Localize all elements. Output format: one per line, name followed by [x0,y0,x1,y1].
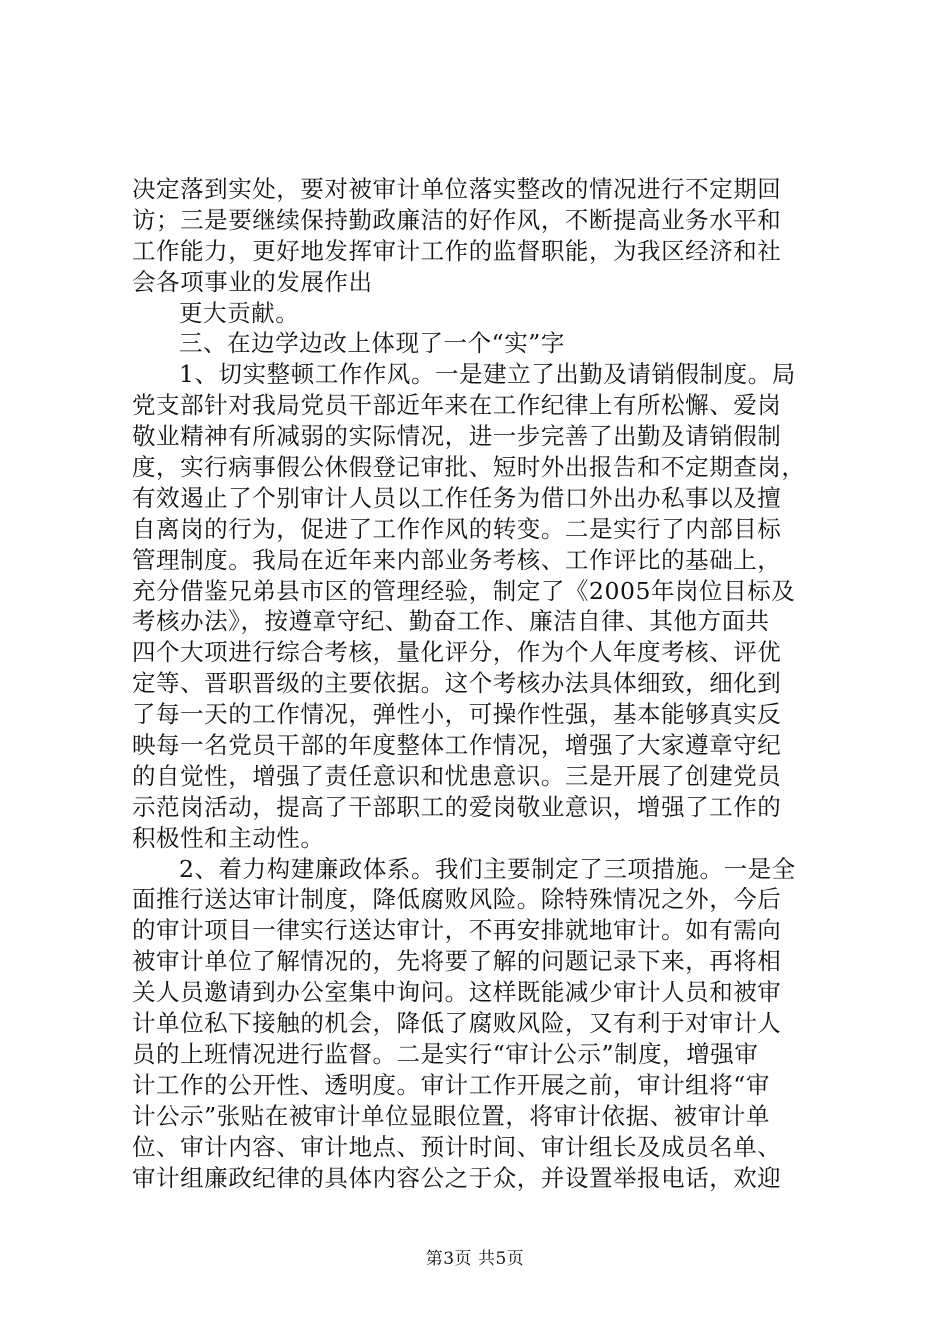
text-line: 映每一名党员干部的年度整体工作情况，增强了大家遵章守纪 [132,731,782,760]
text-line: 定等、晋职晋级的主要依据。这个考核办法具体细致，细化到 [132,669,782,698]
text-line: 更大贡献。 [179,298,300,327]
text-line: 有效遏止了个别审计人员以工作任务为借口外出办私事以及擅 [132,483,782,512]
text-line: 的自觉性，增强了责任意识和忧患意识。三是开展了创建党员 [132,761,782,790]
text-line: 工作能力，更好地发挥审计工作的监督职能，为我区经济和社 [132,236,782,265]
text-line: 度，实行病事假公休假登记审批、短时外出报告和不定期查岗， [132,453,806,482]
text-line: 1、切实整顿工作作风。一是建立了出勤及请销假制度。局 [179,360,796,389]
text-line: 考核办法》，按遵章守纪、勤奋工作、廉洁自律、其他方面共 [132,607,770,636]
text-line: 自离岗的行为，促进了工作作风的转变。二是实行了内部目标 [132,514,782,543]
text-line: 审计组廉政纪律的具体内容公之于众，并设置举报电话，欢迎 [132,1163,782,1192]
text-line: 党支部针对我局党员干部近年来在工作纪律上有所松懈、爱岗 [132,391,782,420]
text-line: 示范岗活动，提高了干部职工的爱岗敬业意识，增强了工作的 [132,792,782,821]
text-line: 决定落到实处，要对被审计单位落实整改的情况进行不定期回 [132,175,782,203]
text-line: 三、在边学边改上体现了一个“实”字 [179,329,565,358]
text-line: 访；三是要继续保持勤政廉洁的好作风，不断提高业务水平和 [132,205,782,234]
text-line: 面推行送达审计制度，降低腐败风险。除特殊情况之外，今后 [132,885,782,914]
text-line: 敬业精神有所减弱的实际情况，进一步完善了出勤及请销假制 [132,422,782,451]
text-line: 积极性和主动性。 [132,823,325,852]
text-line: 管理制度。我局在近年来内部业务考核、工作评比的基础上， [132,545,782,574]
text-line: 的审计项目一律实行送达审计，不再安排就地审计。如有需向 [132,916,782,945]
page-footer: 第3页 共5页 [425,1249,525,1269]
text-line: 位、审计内容、审计地点、预计时间、审计组长及成员名单、 [132,1132,782,1161]
text-line: 计公示”张贴在被审计单位显眼位置，将审计依据、被审计单 [132,1101,770,1130]
text-line: 计单位私下接触的机会，降低了腐败风险，又有利于对审计人 [132,1009,782,1038]
body-text [132,174,832,1193]
text-line: 被审计单位了解情况的，先将要了解的问题记录下来，再将相 [132,947,782,976]
text-line: 了每一天的工作情况，弹性小，可操作性强，基本能够真实反 [132,700,782,729]
text-line: 关人员邀请到办公室集中询问。这样既能减少审计人员和被审 [132,978,782,1007]
text-line: 2、着力构建廉政体系。我们主要制定了三项措施。一是全 [179,854,796,883]
text-line: 员的上班情况进行监督。二是实行“审计公示”制度，增强审 [132,1039,759,1068]
text-line: 计工作的公开性、透明度。审计工作开展之前，审计组将“审 [132,1070,770,1099]
text-line: 会各项事业的发展作出 [132,267,373,296]
text-line: 充分借鉴兄弟县市区的管理经验，制定了《2005年岗位目标及 [132,576,796,605]
text-line: 四个大项进行综合考核，量化评分，作为个人年度考核、评优 [132,638,782,667]
